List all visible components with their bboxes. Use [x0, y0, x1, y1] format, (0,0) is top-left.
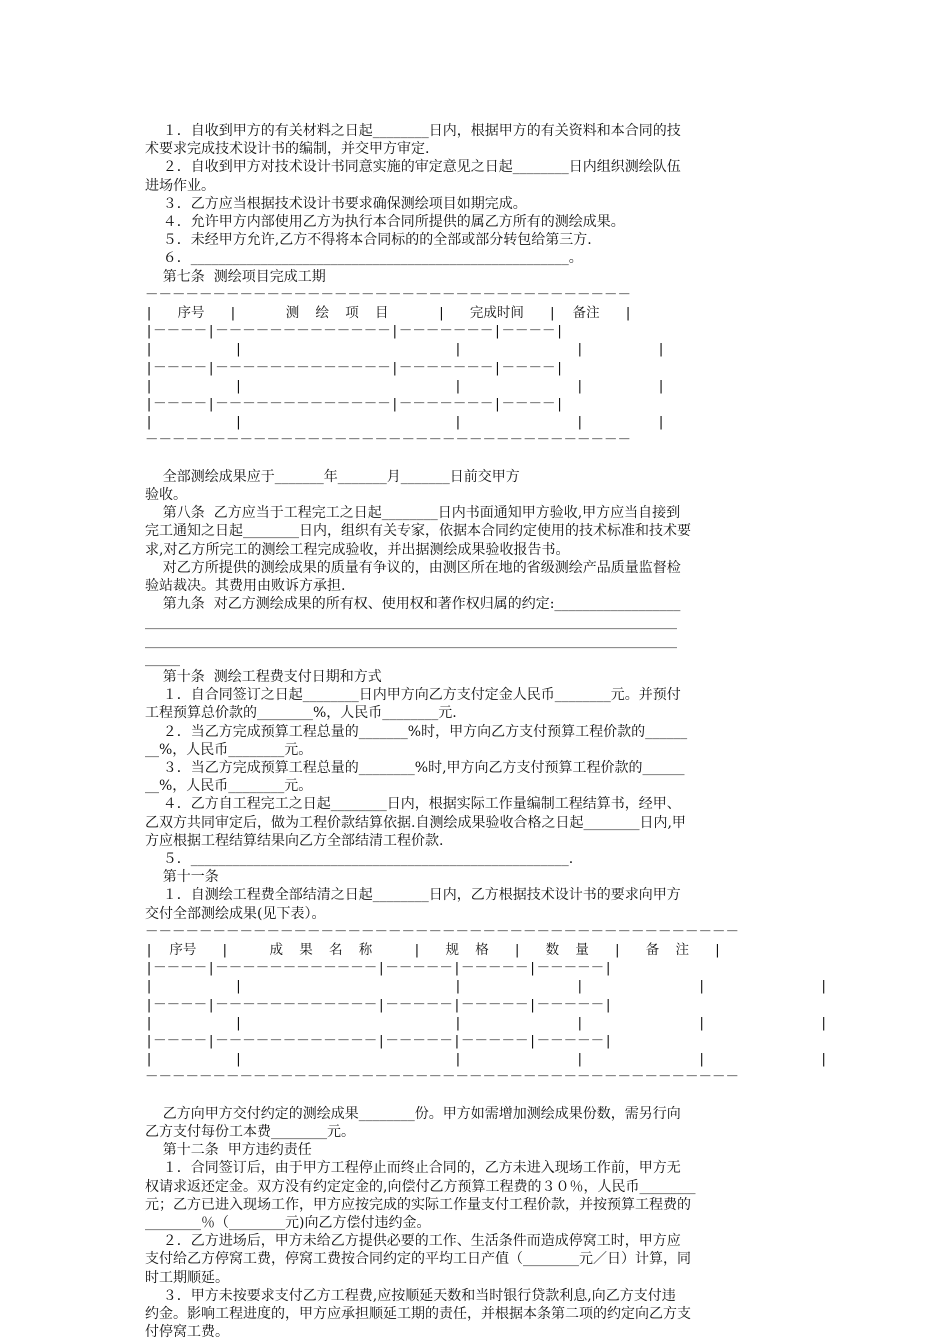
table-line: －－－－－－－－－－－－－－－－－－－－－－－－－－－－－－－－－－－－－－－－－－－－ — [145, 924, 739, 940]
table-line: －－－－－－－－－－－－－－－－－－－－－－－－－－－－－－－－－－－－ — [145, 432, 631, 448]
text-line: ６．______________________________________________________。 — [145, 250, 583, 266]
table-line: |－－－－|－－－－－－－－－－－－|－－－－－|－－－－－|－－－－－| — [145, 960, 613, 976]
text-line: １．自收到甲方的有关材料之日起________日内，根据甲方的有关资料和本合同的技 — [145, 123, 681, 139]
text-line: 交付全部测绘成果(见下表）。 — [145, 906, 326, 922]
table-line: |－－－－|－－－－－－－－－－－－－|－－－－－－－|－－－－| — [145, 323, 564, 339]
text-line: 求,对乙方所完工的测绘工程完成验收，并出据测绘成果验收报告书。 — [145, 542, 570, 558]
text-line: __%，人民币________元。 — [145, 778, 313, 794]
text-line: ４．允许甲方内部使用乙方为执行本合同所提供的属乙方所有的测绘成果。 — [145, 214, 625, 230]
text-line: ____________________________________________________________________________ — [145, 614, 677, 630]
text-line: 进场作业。 — [145, 178, 215, 194]
text-line: 元；乙方已进入现场工作，甲方应按完成的实际工作量支付工程价款，并按预算工程费的 — [145, 1197, 691, 1213]
table-line: |－－－－|－－－－－－－－－－－－－|－－－－－－－|－－－－| — [145, 396, 564, 412]
text-line: 第八条 乙方应当于工程完工之日起________日内书面通知甲方验收,甲方应当自接到 — [145, 505, 681, 521]
text-line: 全部测绘成果应于_______年_______月_______日前交甲方 — [145, 469, 520, 485]
text-line: 付停窝工费。 — [145, 1324, 229, 1340]
table-line: | | | | | — [145, 414, 666, 430]
text-line: ３．当乙方完成预算工程总量的________%时,甲方向乙方支付预算工程价款的______ — [145, 760, 685, 776]
table-line: | 序号 | 成 果 名 称 | 规 格 | 数 量 | 备 注 | — [145, 942, 722, 958]
text-line: ２．自收到甲方对技术设计书同意实施的审定意见之日起________日内组织测绘队伍 — [145, 159, 681, 175]
table-line: －－－－－－－－－－－－－－－－－－－－－－－－－－－－－－－－－－－－－－－－－－－－ — [145, 1069, 739, 1085]
text-line: １．自合同签订之日起________日内甲方向乙方支付定金人民币________元。并预付 — [145, 687, 681, 703]
table-line: | | | | | | — [145, 978, 828, 994]
text-line: 第九条 对乙方测绘成果的所有权、使用权和著作权归属的约定:__________________ — [145, 596, 681, 612]
table-line: |－－－－|－－－－－－－－－－－－－|－－－－－－－|－－－－| — [145, 360, 564, 376]
text-line: ２．乙方进场后，甲方未给乙方提供必要的工作、生活条件而造成停窝工时，甲方应 — [145, 1233, 681, 1249]
table-line: | | | | | | — [145, 1015, 828, 1031]
text-line: 对乙方所提供的测绘成果的质量有争议的，由测区所在地的省级测绘产品质量监督检 — [145, 560, 681, 576]
text-line: １．自测绘工程费全部结清之日起________日内，乙方根据技术设计书的要求向甲方 — [145, 887, 681, 903]
text-line: 完工通知之日起________日内，组织有关专家，依据本合同约定使用的技术标准和技术要 — [145, 523, 691, 539]
text-line: 工程预算总价款的________%，人民币________元. — [145, 705, 457, 721]
text-line: 乙方向甲方交付约定的测绘成果________份。甲方如需增加测绘成果份数，需另行向 — [145, 1106, 681, 1122]
table-line: | 序号 | 测 绘 项 目 | 完成时间 | 备注 | — [145, 305, 633, 321]
table-line: |－－－－|－－－－－－－－－－－－|－－－－－|－－－－－|－－－－－| — [145, 997, 613, 1013]
text-line: ３．甲方未按要求支付乙方工程费,应按顺延天数和当时银行贷款利息,向乙方支付违 — [145, 1288, 676, 1304]
text-line: ____________________________________________________________________________ — [145, 633, 677, 649]
text-line: 验站裁决。其费用由败诉方承担. — [145, 578, 346, 594]
text-line: 方应根据工程结算结果向乙方全部结清工程价款. — [145, 833, 444, 849]
table-line: | | | | | — [145, 378, 666, 394]
text-line: 第七条 测绘项目完成工期 — [145, 269, 326, 285]
text-line: 时工期顺延。 — [145, 1270, 229, 1286]
text-line: 约金。影响工程进度的，甲方应承担顺延工期的责任，并根据本条第二项的约定向乙方支 — [145, 1306, 691, 1322]
text-line: 支付给乙方停窝工费，停窝工费按合同约定的平均工日产值（________元／日）计算，同 — [145, 1251, 691, 1267]
text-line: _____ — [145, 651, 180, 667]
text-line: 第十一条 — [145, 869, 219, 885]
text-line: 第十条 测绘工程费支付日期和方式 — [145, 669, 382, 685]
text-line: ５．______________________________________________________. — [145, 851, 574, 867]
text-line: 术要求完成技术设计书的编制，并交甲方审定. — [145, 141, 430, 157]
text-line: ３．乙方应当根据技术设计书要求确保测绘项目如期完成。 — [145, 196, 527, 212]
text-line: __%，人民币________元。 — [145, 742, 313, 758]
text-line: １．合同签订后，由于甲方工程停止而终止合同的，乙方未进入现场工作前，甲方无 — [145, 1160, 681, 1176]
text-line: ５．未经甲方允许,乙方不得将本合同标的的全部或部分转包给第三方. — [145, 232, 592, 248]
text-line: 乙方支付每份工本费________元。 — [145, 1124, 355, 1140]
text-line: 乙双方共同审定后，做为工程价款结算依据.自测绘成果验收合格之日起________日内,甲 — [145, 815, 686, 831]
text-line: ４．乙方自工程完工之日起________日内，根据实际工作量编制工程结算书，经甲、 — [145, 796, 681, 812]
table-line: | | | | | | — [145, 1051, 828, 1067]
table-line: |－－－－|－－－－－－－－－－－－|－－－－－|－－－－－|－－－－－| — [145, 1033, 613, 1049]
text-line: ________％（________元)向乙方偿付违约金。 — [145, 1215, 431, 1231]
table-line: | | | | | — [145, 341, 666, 357]
text-line: 权请求返还定金。双方没有约定定金的,向偿付乙方预算工程费的３０％，人民币________ — [145, 1179, 696, 1195]
text-line: 第十二条 甲方违约责任 — [145, 1142, 312, 1158]
table-line: －－－－－－－－－－－－－－－－－－－－－－－－－－－－－－－－－－－－ — [145, 287, 631, 303]
text-line: 验收。 — [145, 487, 187, 503]
text-line: ２．当乙方完成预算工程总量的_______%时，甲方向乙方支付预算工程价款的______ — [145, 724, 688, 740]
